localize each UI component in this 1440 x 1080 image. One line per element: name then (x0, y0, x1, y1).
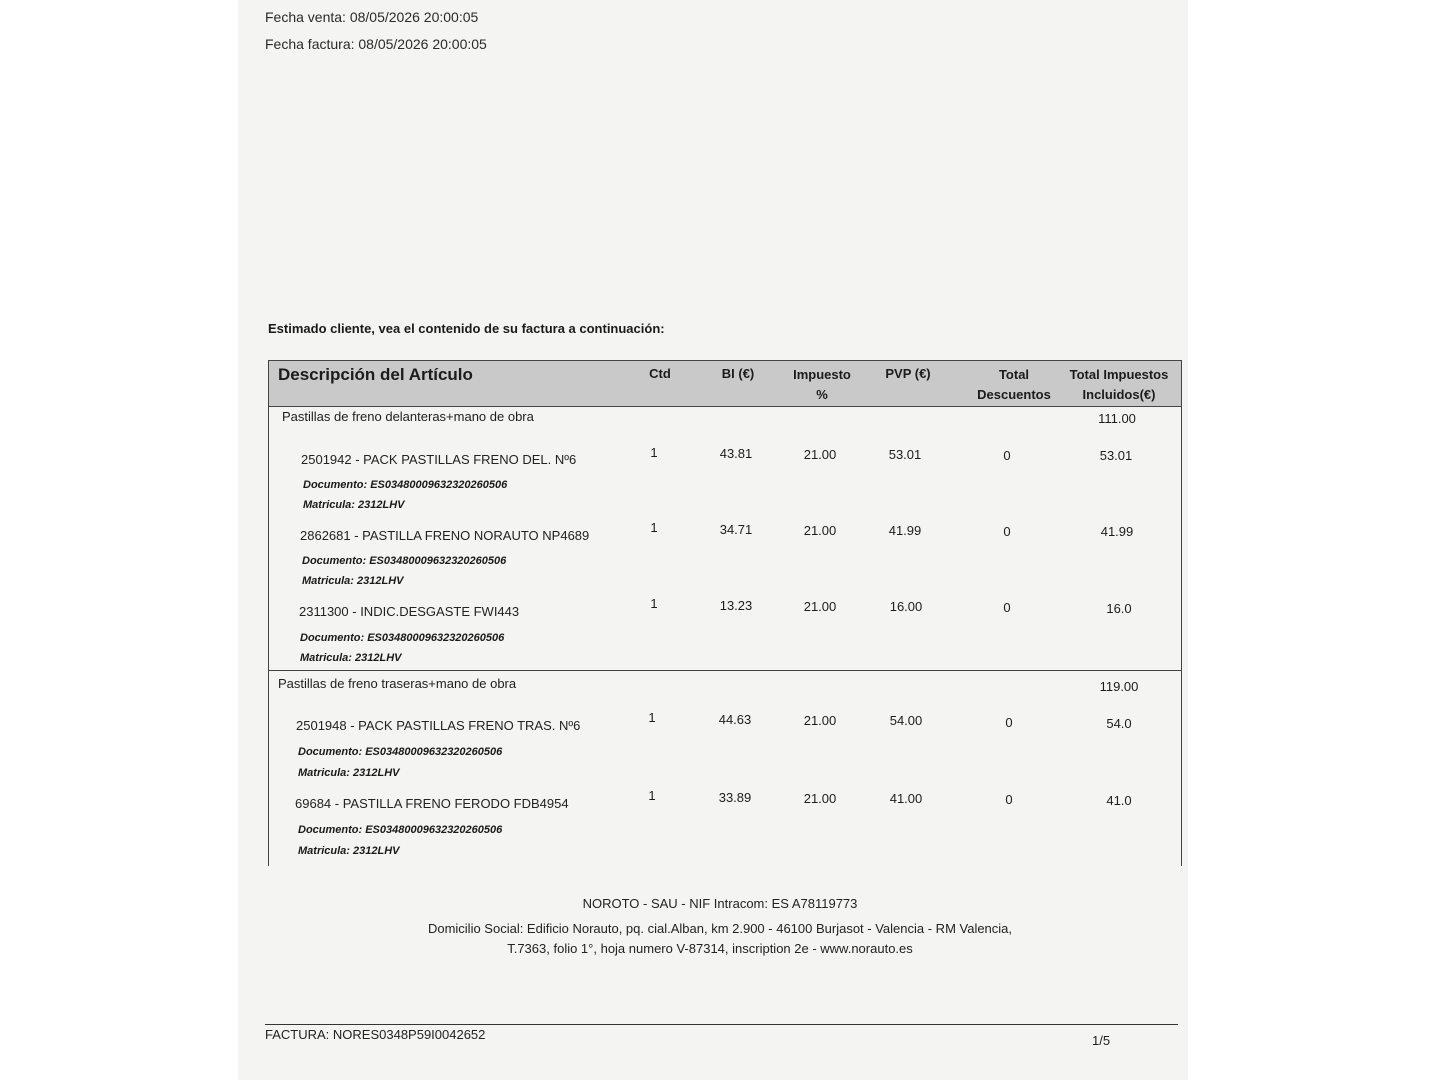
item-pvp: 41.99 (888, 523, 922, 538)
group-divider (269, 670, 1181, 671)
item-tax: 21.00 (803, 447, 837, 462)
item-name: 2862681 - PASTILLA FRENO NORAUTO NP4689 (300, 528, 590, 543)
item-qty: 1 (650, 596, 658, 611)
item-document: Documento: ES03480009632320260506 (303, 479, 508, 491)
item-tax: 21.00 (803, 523, 837, 538)
item-plate: Matricula: 2312LHV (298, 767, 400, 779)
group-total: 119.00 (1099, 679, 1139, 694)
item-bi: 44.63 (718, 712, 752, 727)
item-plate: Matricula: 2312LHV (300, 652, 402, 664)
registry-line: T.7363, folio 1°, hoja numero V-87314, inscription 2e - www.norauto.es (507, 941, 913, 956)
item-pvp: 54.00 (889, 713, 923, 728)
item-name: 69684 - PASTILLA FRENO FERODO FDB4954 (295, 796, 569, 811)
item-pvp: 41.00 (889, 791, 923, 806)
item-document: Documento: ES03480009632320260506 (298, 746, 503, 758)
company-line: NOROTO - SAU - NIF Intracom: ES A78119773 (582, 896, 858, 911)
group-title: Pastillas de freno traseras+mano de obra (278, 676, 517, 691)
item-name: 2501942 - PACK PASTILLAS FRENO DEL. Nº6 (301, 452, 577, 467)
group-total: 111.00 (1098, 411, 1136, 426)
col-discount: Total Descuentos (977, 367, 1051, 402)
item-bi: 34.71 (719, 522, 753, 537)
item-tax: 21.00 (803, 599, 837, 614)
item-name: 2501948 - PACK PASTILLAS FRENO TRAS. Nº6 (296, 718, 581, 733)
item-bi: 43.81 (719, 446, 753, 461)
table-header (269, 361, 1181, 407)
item-bi: 33.89 (718, 790, 752, 805)
col-tax: Impuesto % (793, 367, 851, 402)
sale-date: Fecha venta: 08/05/2026 20:00:05 (265, 9, 479, 25)
item-discount: 0 (1005, 715, 1013, 730)
item-pvp: 16.00 (889, 599, 923, 614)
item-discount: 0 (1003, 524, 1011, 539)
item-tax: 21.00 (803, 791, 837, 806)
item-tax: 21.00 (803, 713, 837, 728)
item-total: 16.0 (1106, 601, 1132, 616)
item-qty: 1 (648, 710, 656, 725)
item-total: 41.0 (1106, 793, 1132, 808)
item-total: 41.99 (1100, 524, 1134, 539)
page-number: 1/5 (1092, 1033, 1111, 1048)
col-description: Descripción del Artículo (278, 365, 473, 384)
col-bi: BI (€) (721, 366, 755, 381)
address-line: Domicilio Social: Edificio Norauto, pq. cial.Alban, km 2.900 - 46100 Burjasot - Valencia - RM Valencia, (427, 921, 1013, 936)
intro-text: Estimado cliente, vea el contenido de su factura a continuación: (268, 321, 665, 336)
item-qty: 1 (648, 788, 656, 803)
item-discount: 0 (1005, 792, 1013, 807)
item-document: Documento: ES03480009632320260506 (300, 632, 505, 644)
item-bi: 13.23 (719, 598, 753, 613)
item-pvp: 53.01 (888, 447, 922, 462)
item-discount: 0 (1003, 600, 1011, 615)
footer-divider (265, 1024, 1178, 1025)
item-document: Documento: ES03480009632320260506 (302, 555, 507, 567)
invoice-number: FACTURA: NORES0348P59I0042652 (265, 1027, 486, 1042)
invoice-table (268, 360, 1182, 866)
item-name: 2311300 - INDIC.DESGASTE FWI443 (299, 604, 520, 619)
item-document: Documento: ES03480009632320260506 (298, 824, 503, 836)
item-qty: 1 (650, 445, 658, 460)
item-discount: 0 (1003, 448, 1011, 463)
col-total: Total Impuestos Incluidos(€) (1069, 367, 1169, 402)
item-plate: Matricula: 2312LHV (298, 845, 400, 857)
item-total: 54.0 (1106, 716, 1132, 731)
item-plate: Matricula: 2312LHV (303, 499, 405, 511)
item-plate: Matricula: 2312LHV (302, 575, 404, 587)
item-total: 53.01 (1099, 448, 1133, 463)
group-title: Pastillas de freno delanteras+mano de obra (282, 409, 534, 424)
col-qty: Ctd (649, 366, 671, 381)
col-pvp: PVP (€) (885, 366, 931, 381)
invoice-date: Fecha factura: 08/05/2026 20:00:05 (265, 36, 487, 52)
item-qty: 1 (650, 520, 658, 535)
